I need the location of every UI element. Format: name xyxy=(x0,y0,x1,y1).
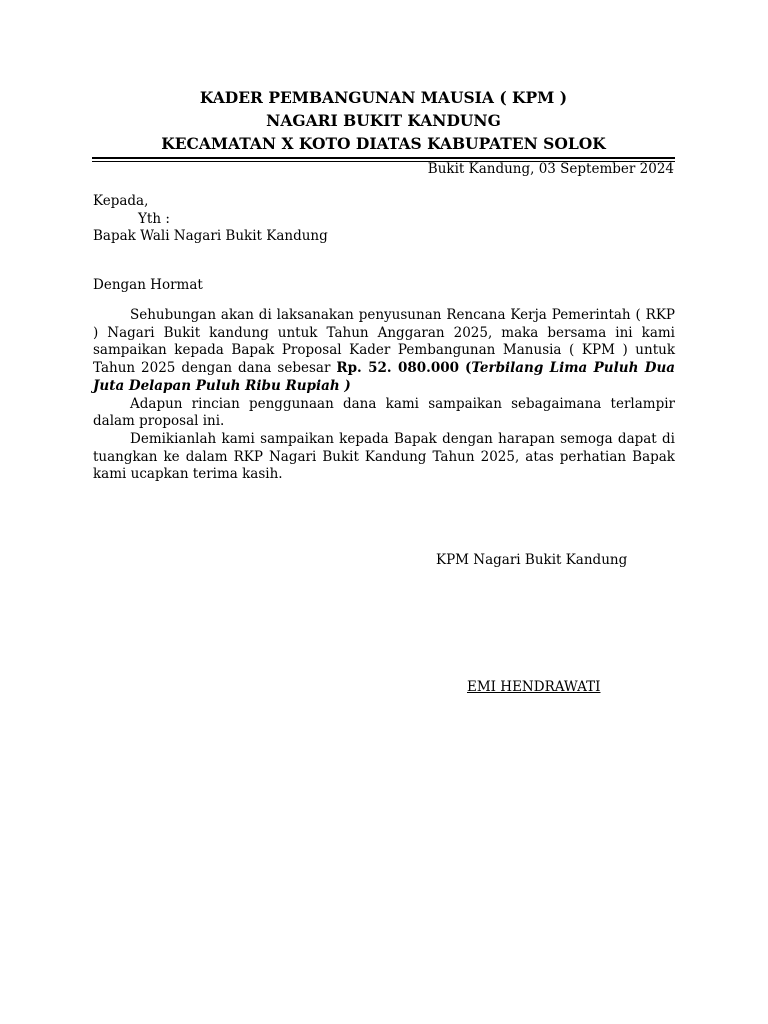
letterhead-line-2: NAGARI BUKIT KANDUNG xyxy=(266,111,501,130)
funding-amount: Rp. 52. 080.000 xyxy=(336,360,460,377)
letterhead-line-1: KADER PEMBANGUNAN MAUSIA ( KPM ) xyxy=(199,88,568,107)
signature-name: EMI HENDRAWATI xyxy=(467,679,601,695)
letterhead-rule-thick xyxy=(92,157,675,159)
signature-organization: KPM Nagari Bukit Kandung xyxy=(436,552,628,568)
salutation: Dengan Hormat xyxy=(93,277,203,293)
funding-amount-open-paren: ( xyxy=(464,360,472,377)
letter-body xyxy=(93,307,675,484)
place-date: Bukit Kandung, 03 September 2024 xyxy=(427,161,674,177)
letterhead-line-3: KECAMATAN X KOTO DIATAS KABUPATEN SOLOK xyxy=(161,134,606,153)
recipient-to-label: Kepada, xyxy=(93,193,149,209)
recipient-name: Bapak Wali Nagari Bukit Kandung xyxy=(93,228,328,244)
paragraph-1 xyxy=(93,307,675,396)
recipient-yth: Yth : xyxy=(138,211,170,227)
paragraph-2: Adapun rincian penggunaan dana kami sampaikan sebagaimana terlampir dalam proposal ini. xyxy=(93,395,675,430)
paragraph-3: Demikianlah kami sampaikan kepada Bapak dengan harapan semoga dapat di tuangkan ke dalam RKP Nagari Bukit Kandung Tahun 2025, atas perhatian Bapak kami ucapkan terima kasih. xyxy=(93,430,675,483)
paragraph-1-text: Sehubungan akan di laksanakan penyusunan Rencana Kerja Pemerintah ( RKP ) Nagari Bukit kandung untuk Tahun Anggaran 2025, maka bersama ini kami sampaikan kepada Bapak Proposal Kader Pembangunan Manusia ( KPM ) untuk Tahun 2025 dengan dana sebesar xyxy=(93,307,675,377)
letterhead xyxy=(92,86,675,155)
funding-amount-in-words: Terbilang Lima Puluh Dua Juta Delapan Puluh Ribu Rupiah ) xyxy=(93,360,676,394)
